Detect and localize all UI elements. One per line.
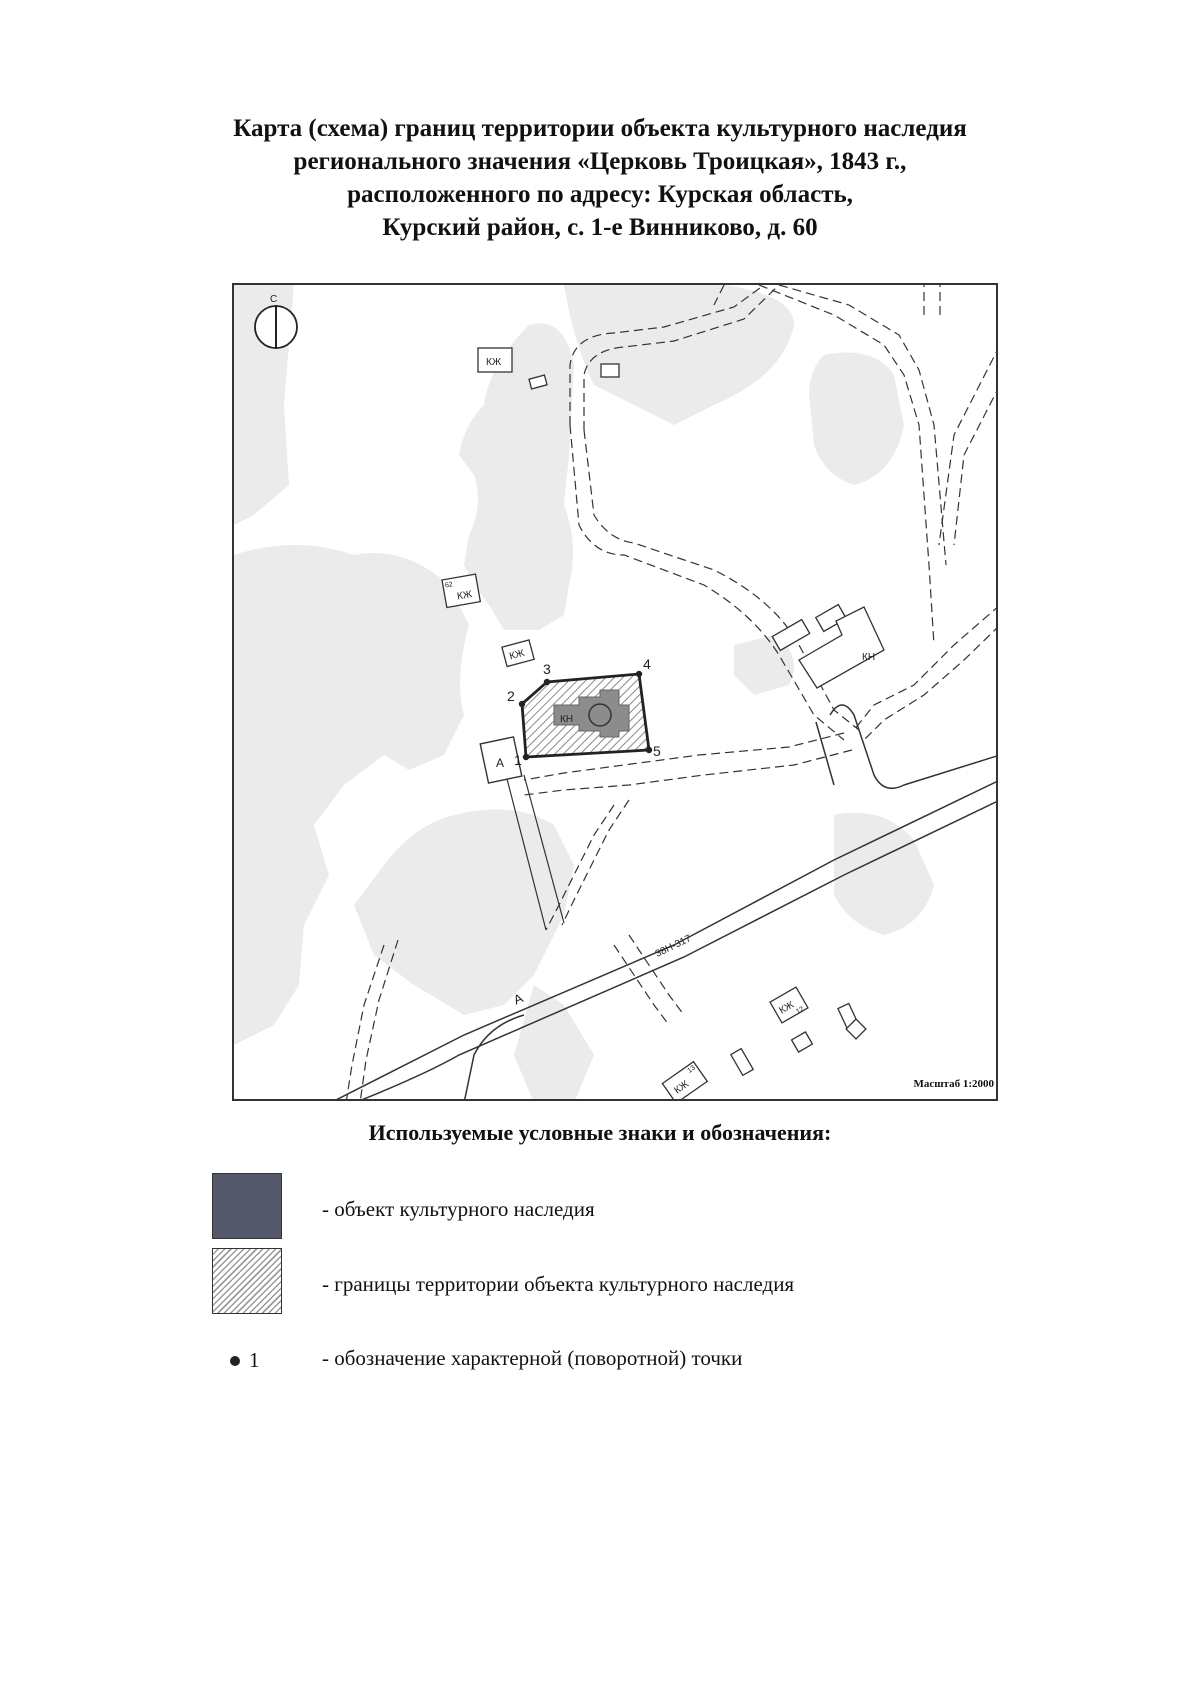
shed-8 xyxy=(731,1049,753,1076)
boundary-point-1-dot xyxy=(523,754,529,760)
boundary-point-4-dot xyxy=(636,671,642,677)
church-label: КН xyxy=(560,714,574,725)
boundary-point-3-label: 3 xyxy=(543,661,551,677)
boundary-point-3-dot xyxy=(544,679,550,685)
boundary-point-2-dot xyxy=(519,701,525,707)
shed-2 xyxy=(601,364,619,377)
boundary-point-5-dot xyxy=(646,747,652,753)
legend-text-object: - объект культурного наследия xyxy=(322,1197,595,1221)
boundary-point-4-label: 4 xyxy=(643,656,651,672)
shed-3 xyxy=(772,620,809,651)
title-line-2: регионального значения «Церковь Троицкая», 1843 г., xyxy=(293,148,907,175)
title-line-4: Курский район, с. 1-е Винниково, д. 60 xyxy=(382,214,818,241)
house-62-number: 62 xyxy=(444,581,454,590)
north-arrow-label: С xyxy=(270,294,278,305)
building-kn-east xyxy=(799,607,884,688)
map-title xyxy=(150,112,1050,244)
house-62 xyxy=(442,574,480,607)
legend-item-territory xyxy=(212,1248,282,1314)
legend-point-label: 1 xyxy=(249,1348,260,1372)
house-kzh-middle-label: КЖ xyxy=(508,647,526,663)
map-frame[interactable] xyxy=(232,283,998,1101)
legend-text-point: - обозначение характерной (поворотной) точки xyxy=(322,1346,743,1370)
legend-heading: Используемые условные знаки и обозначения: xyxy=(368,1120,832,1145)
house-12-label: КЖ xyxy=(777,999,797,1017)
house-kzh-top xyxy=(478,348,512,372)
legend-swatch-territory xyxy=(212,1248,282,1314)
building-kn-east-label: КН xyxy=(862,652,876,663)
boundary-point-1-label: 1 xyxy=(514,752,522,768)
boundary-point-2-label: 2 xyxy=(507,688,515,704)
house-13-label: КЖ xyxy=(672,1078,692,1097)
kiosk-a-label: А xyxy=(496,756,505,770)
road-code-label: 38Н-317 xyxy=(653,933,694,960)
title-line-3: расположенного по адресу: Курская область, xyxy=(347,181,853,208)
boundary-point-5-label: 5 xyxy=(653,743,661,759)
legend-point-dot xyxy=(230,1356,240,1366)
house-13-number: 13 xyxy=(686,1064,697,1075)
house-12-number: 12 xyxy=(795,1005,806,1016)
house-13 xyxy=(662,1062,707,1101)
title-line-1: Карта (схема) границ территории объекта культурного наследия xyxy=(233,115,967,142)
road-class-label: А xyxy=(511,990,526,1008)
house-kzh-middle xyxy=(502,640,534,667)
house-12 xyxy=(770,987,809,1025)
house-kzh-top-label: КЖ xyxy=(486,357,502,368)
legend-item-object xyxy=(212,1173,282,1239)
legend-swatch-object xyxy=(212,1173,282,1239)
shed-7 xyxy=(792,1032,813,1052)
legend-item-point xyxy=(230,1348,260,1373)
legend-text-territory: - границы территории объекта культурного наследия xyxy=(322,1272,795,1296)
map-canvas[interactable] xyxy=(234,285,998,1101)
house-62-label: КЖ xyxy=(456,589,473,603)
map-scale: Масштаб 1:2000 xyxy=(913,1078,994,1090)
